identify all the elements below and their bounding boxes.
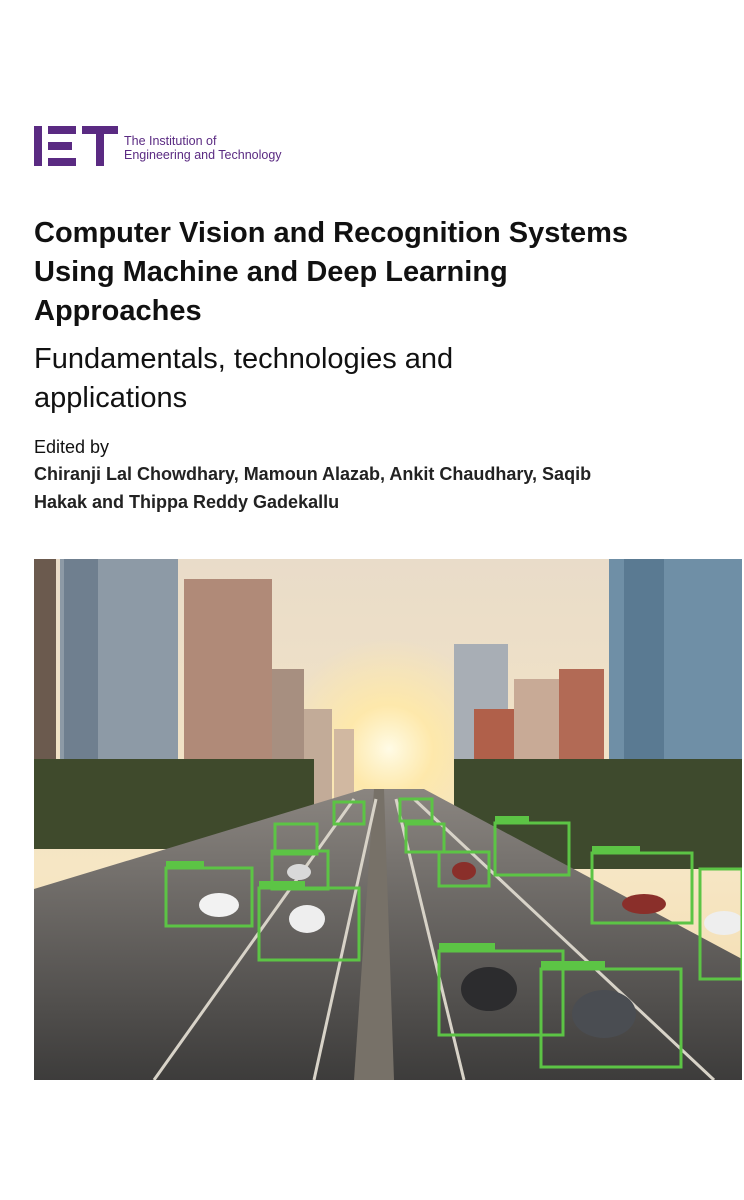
iet-letters-icon [34,126,118,166]
book-subtitle: Fundamentals, technologies and applications [34,343,454,414]
publisher-name-line1: The Institution of [124,134,217,148]
editors-list: Chiranji Lal Chowdhary, Mamoun Alazab, Ankit Chaudhary, Saqib Hakak and Thippa Reddy Gadekallu [34,464,592,512]
traffic-scene-illustration [34,559,742,1080]
edited-by-label: Edited by [34,437,110,457]
publisher-name [124,134,282,162]
cover-photo [34,559,742,1080]
iet-logo [34,126,282,166]
iet-logo-mark [34,126,118,166]
publisher-name-line2: Engineering and Technology [124,148,282,162]
book-title: Computer Vision and Recognition Systems Using Machine and Deep Learning Approaches [34,217,629,327]
